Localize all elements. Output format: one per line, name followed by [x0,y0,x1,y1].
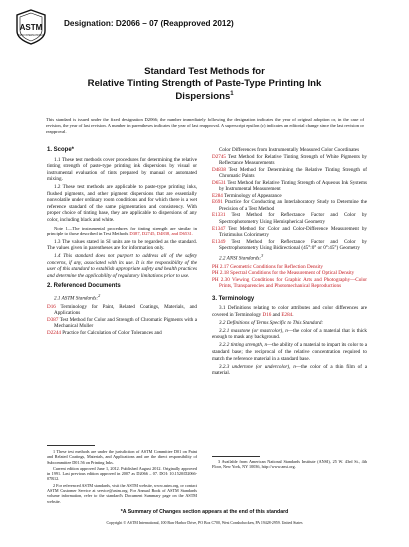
paragraph-3-2: 3.2 Definitions of Terms Specific to This Standard: [219,319,324,326]
paragraph-3-2-2: 3.2.2 tinting strength, n—the ability of a material to impart its color to a standard base; the reciprocal of the relative concentration required to match the reference material in a standard base. [212,342,368,362]
ref-item: PH 2.17 Geometric Conditions for Reflection Density [212,263,323,270]
svg-text:ASTM INTERNATIONAL: ASTM INTERNATIONAL [17,34,45,37]
section-heading-referenced: 2. Referenced Documents [47,283,121,290]
ref-link[interactable]: PH 2.30 [212,276,230,283]
issuance-note: This standard is issued under the fixed designation D2066; the number immediately following the designation indicates the year of original adoption or, in the case of revision, the year of last revision. A number in parentheses indicates the year of last reapproval. A superscript epsilon (ε) indicates an editorial change since the last revision or reapproval. [46,117,364,134]
subsection-ansi-standards: 2.2 ANSI Standards:$^3$ [219,252,264,262]
ref-link[interactable]: E1331 [212,212,226,219]
ref-link[interactable]: D4838 [212,166,226,173]
ref-item: PH 2.30 Viewing Conditions for Graphic Arts and Photography—Color Prints, Transparencies and Photomechanical Reproductions [212,276,367,290]
paragraph-1-4: 1.4 This standard does not purport to address all of the safety concerns, if any, associated with its use. It is the responsibility of the user of this standard to establish appropriate safety and health practices and determine the applicability of regulatory limitations prior to use. [47,253,197,279]
ref-item: E284 Terminology of Appearance [212,192,282,199]
paragraph-1-2: 1.2 These test methods are applicable to paste-type printing inks, flushed pigments, and other pigment dispersions that are essentially nonvolatile under ordinary room conditions and for which there is a wet reference standard of the same pigmentation and consistency. With proper choice of tinting base, they are applicable to dispersions of any color, including black and white. [47,184,197,223]
title-line-2: Relative Tinting Strength of Paste-Type Printing Ink [87,77,322,89]
footnote-marker[interactable]: 1 [230,91,234,98]
ref-item: E1347 Test Method for Color and Color-Difference Measurement by Tristimulus Colorimetry [212,225,367,239]
ref-link[interactable]: D2244 [47,329,61,336]
document-title [30,66,379,103]
footnote-3: 3 Available from American National Standards Institute (ANSI), 25 W. 43rd St., 4th Floor, New York, NY 10036, http://www.ansi.org. [212,459,367,470]
footnote-1: 1 These test methods are under the jurisdiction of ASTM Committee D01 on Paint and Related Coatings, Materials, and Applications and are the direct responsibility of Subcommittee D01.56 on Printing Inks. [47,449,197,465]
ref-link[interactable]: E284 [281,311,293,318]
footnote-2: 2 For referenced ASTM standards, visit the ASTM website, www.astm.org, or contact ASTM Customer Service at service@astm.org. For Annual Book of ASTM Standards volume information, refer to the standard's Document Summary page on the ASTM website. [47,482,197,504]
paragraph-3-2-1: 3.2.1 masstone (or mastcolor), n—the color of a material that is thick enough to mask any background. [212,327,367,341]
title-line-3: Dispersions$^1$ [175,91,234,103]
left-column [47,147,197,336]
paragraph-1-1: 1.1 These test methods cover procedures for determining the relative tinting strength of paste-type printing ink dispersions by visual or instrumental evaluation of tints prepared by manual or automated mixing. [47,156,197,183]
ref-link[interactable]: D16 [262,311,272,318]
ref-link[interactable]: D16 [47,303,56,310]
svg-text:ASTM: ASTM [19,23,43,32]
ref-link[interactable]: PH 2.17 [212,263,229,270]
ref-item: D16 Terminology for Paint, Related Coatings, Materials, and Applications [47,303,197,317]
summary-of-changes-note: *A Summary of Changes section appears at the end of this standard [120,509,289,515]
ref-link[interactable]: PH 2.18 [212,270,229,277]
ref-item: PH 2.18 Spectral Conditions for the Measurement of Optical Density [212,270,355,277]
ref-item: D4838 Test Method for Determining the Relative Tinting Strength of Chromatic Paints [212,166,367,180]
ref-item: D2745 Test Method for Relative Tinting Strength of White Pigments by Reflectance Measurements [212,153,367,167]
ref-link[interactable]: E1349 [212,238,226,245]
ref-item: D2244 Practice for Calculation of Color Tolerances and [47,329,162,336]
ref-item: D387 Test Method for Color and Strength of Chromatic Pigments with a Mechanical Muller [47,316,197,330]
paragraph-3-2-3: 3.2.3 undertone (or undercolor), n—the color of a thin film of a material. [212,363,367,377]
ref-item-continued: Color Differences from Instrumentally Measured Color Coordinates [219,147,360,153]
title-line-1: Standard Test Methods for [144,66,265,77]
section-heading-terminology: 3. Terminology [212,295,255,302]
ref-link[interactable]: E691 [212,199,223,206]
footnote-divider [212,456,260,457]
ref-link[interactable]: E284 [212,192,223,199]
ref-link[interactable]: E1347 [212,225,226,232]
subsection-astm-standards: 2.1 ASTM Standards:$^2$ [54,292,101,302]
footnote-1-edition: Current edition approved June 1, 2012. Published August 2012. Originally approved in 1991. Last previous edition approved in 2007 as D2066 – 07. DOI: 10.1520/D2066-07R12. [47,465,197,482]
ref-link[interactable]: D6531 [212,179,226,186]
footnotes-right [212,459,367,471]
ref-item: E1331 Test Method for Reflectance Factor and Color by Spectrophotometry Using Hemispherical Geometry [212,212,367,226]
ref-item: D6531 Test Method for Relative Tinting Strength of Aqueous Ink Systems by Instrumental Measurement [212,179,367,193]
paragraph-3-1: 3.1 Definitions relating to color attributes and color differences are covered in Terminology D16 and E284. [212,305,367,318]
designation: Designation: D2066 – 07 (Reapproved 2012) [64,19,234,28]
astm-logo [15,9,47,45]
paragraph-1-3: 1.3 The values stated in SI units are to be regarded as the standard. The values given in parentheses are for information only. [47,238,197,252]
note-1-refs[interactable]: D387, D2745, D4838, and D6531. [129,231,193,237]
footnote-divider [47,445,95,446]
ref-item: E1349 Test Method for Reflectance Factor and Color by Spectrophotometry Using Bidirectional (45°:0° or 0°:45°) Geometry [212,238,367,252]
ref-link[interactable]: D2745 [212,153,226,160]
right-column [212,147,367,378]
section-heading-scope: 1. Scope* [47,147,75,153]
note-1: Note 1—The instrumental procedures for tinting strength are similar in principle to those described in Test Methods D387, D2745, D4838, and D6531. [47,225,197,237]
ref-link[interactable]: D387 [47,316,59,323]
ref-item: E691 Practice for Conducting an Interlaboratory Study to Determine the Precision of a Test Method [212,199,367,212]
footnotes-left [47,449,197,505]
copyright-line: Copyright © ASTM International, 100 Barr Harbor Drive, PO Box C700, West Conshohocken, PA 19428-2959. United States [106,521,303,525]
